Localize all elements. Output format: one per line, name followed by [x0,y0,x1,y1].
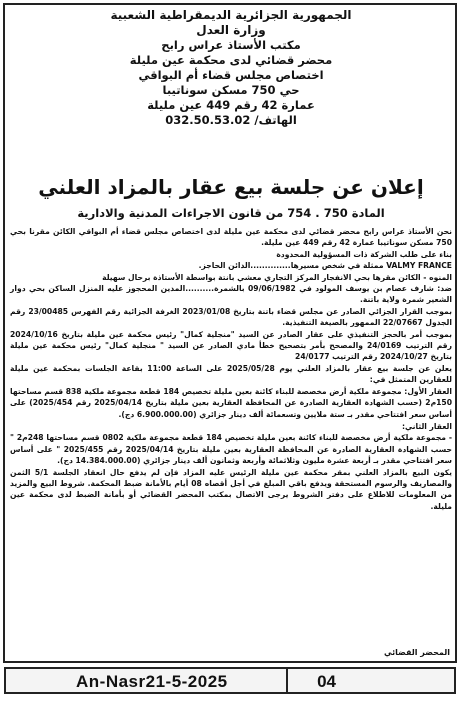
footer-divider [286,669,288,692]
header-country: الجمهورية الجزائرية الديمقراطية الشعبية [110,8,352,22]
header-address-1: حي 750 مسكن سوناتيبا [162,83,300,97]
body-seizure-order: بموجب أمر بالحجز التنفيذي على عقار الصادر عن السيد "منجلية كمال" رئيس محكمة عين مليلة بتاريخ 2024/10/16 رقم الترتيب 24/0169 والمصحح بأمر بتصحيح خطأ مادي الصادر عن السيد " منجلية كمال" رئيس محكمة عين مليلة بتاريخ 2024/10/27 رقم الترتيب 24/0177 [10,329,453,362]
phone-number: 032.50.53.02 [165,113,251,127]
body-request: بناء على طلب الشركة ذات المسؤولية المحدودة [276,249,452,259]
header-address-2: عمارة 42 رقم 449 عين مليلة [147,98,315,112]
body-intro: نحن الأستاذ عراس رابح محضر قضائي لدى محكمة عين مليلة لدى اختصاص مجلس قضاء أم البواقي الكائن مقرنا بحي 750 مسكن سوناتيبا عمارة 42 رقم 449 عين مليلة. [10,227,452,248]
body-decision: بموجب القرار الجزائي الصادر عن مجلس قضاء باتنة بتاريخ 2023/01/08 الغرفة الجزائية رقم الفهرس 23/00485 رقم الجدول 22/07667 الممهور بالصيغة التنفيذية. [10,306,452,328]
footer-bar [4,667,456,694]
header-jurisdiction: اختصاص مجلس قضاء أم البواقي [138,68,324,82]
phone-label: الهاتف/ [254,113,297,127]
body-auction-date: يعلن عن جلسة بيع عقار بالمزاد العلني يوم 2025/05/28 على الساعة 11:00 بقاعة الجلسات بمحكمة عين مليلة للعقارين المتمثل في: [10,363,452,385]
body-terms: يكون البيع بالمزاد العلني بمقر محكمة عين مليلة الرئيس عليه المزاد فإن لم يدفع حال انعقاد الجلسة 5/1 الثمن والمصاريف والرسوم المستحقة ويدفع باقي المبلغ في أجل أقصاه 08 أيام بالأمانة ضبط المحكمة. شروط البيع والمزيد من المعلومات للاطلاع على دفتر الشروط يرجى الاتصال بمكتب المحضر القضائي أو بأمانة الضبط لدى محكمة عين مليلة. [10,467,453,511]
body-debtor: ضد: شارف عصام بن يوسف المولود في 09/06/1982 بالشمرة..........المدين المحجوز عليه المنزل الساكن بحي دوار الشعير شمرة ولاية باتنة. [10,284,452,305]
signature: المحضر القضائي [383,648,450,657]
header-ministry: وزارة العدل [196,23,266,37]
header-role: محضر قضائي لدى محكمة عين مليلة [129,53,333,67]
body-property-1: العقار الأول: مجموعة ملكية أرض مخصصة للبناء كائنة بعين مليلة تخصيص 184 قطعة مجموعة ملكية 838 قسم مساحتها 150م2 (حسب الشهادة العقارية الصادرة عن المحافظة العقارية بعين مليلة بتاريخ 2025/04/14 رقم 2025/454) على أساس سعر افتتاحي مقدر بـ ستة ملايين وتسعمائة ألف دينار جزائري (6.900.000.00 دج). [10,386,452,419]
body-creditor: VALMY FRANCE ممثلة في شخص مسيرها..............الدائن الحاجز. [198,261,452,271]
header-phone [20,113,442,128]
body-property-2-heading: العقار الثاني: [401,421,452,431]
issue-date: An-Nasr21-5-2025 [76,672,228,691]
header-office: مكتب الأستاذ عراس رابح [161,38,301,52]
body-creditor-address: المنوه - الكائن مقرها بحي الانفجار المركز التجاري معشي بانتة بواسطة الأستاذة برحال سهيلة [102,272,452,282]
page-number: 04 [317,672,336,691]
announcement-title: إعلان عن جلسة بيع عقار بالمزاد العلني [38,175,424,199]
header [20,8,442,128]
body-property-2: - مجموعة ملكية أرض مخصصة للبناء كائنة بعين مليلة تخصيص 184 قطعة مجموعة ملكية 0802 قسم مساحتها 248م2 " حسب الشهادة العقارية الصادرة عن المحافظة العقارية بعين مليلة بتاريخ 2025/04/14 رقم 2025/455 " على أساس سعر افتتاحي مقدر بـ أربعة عشرة مليون وثلاثمائة وأربعة وثمانون ألف دينار جزائري (14.384.000.00 دج). [10,433,453,466]
announcement-body [10,226,452,512]
announcement-subtitle: المادة 750 . 754 من قانون الاجراءات المدنية والادارية [77,206,385,220]
